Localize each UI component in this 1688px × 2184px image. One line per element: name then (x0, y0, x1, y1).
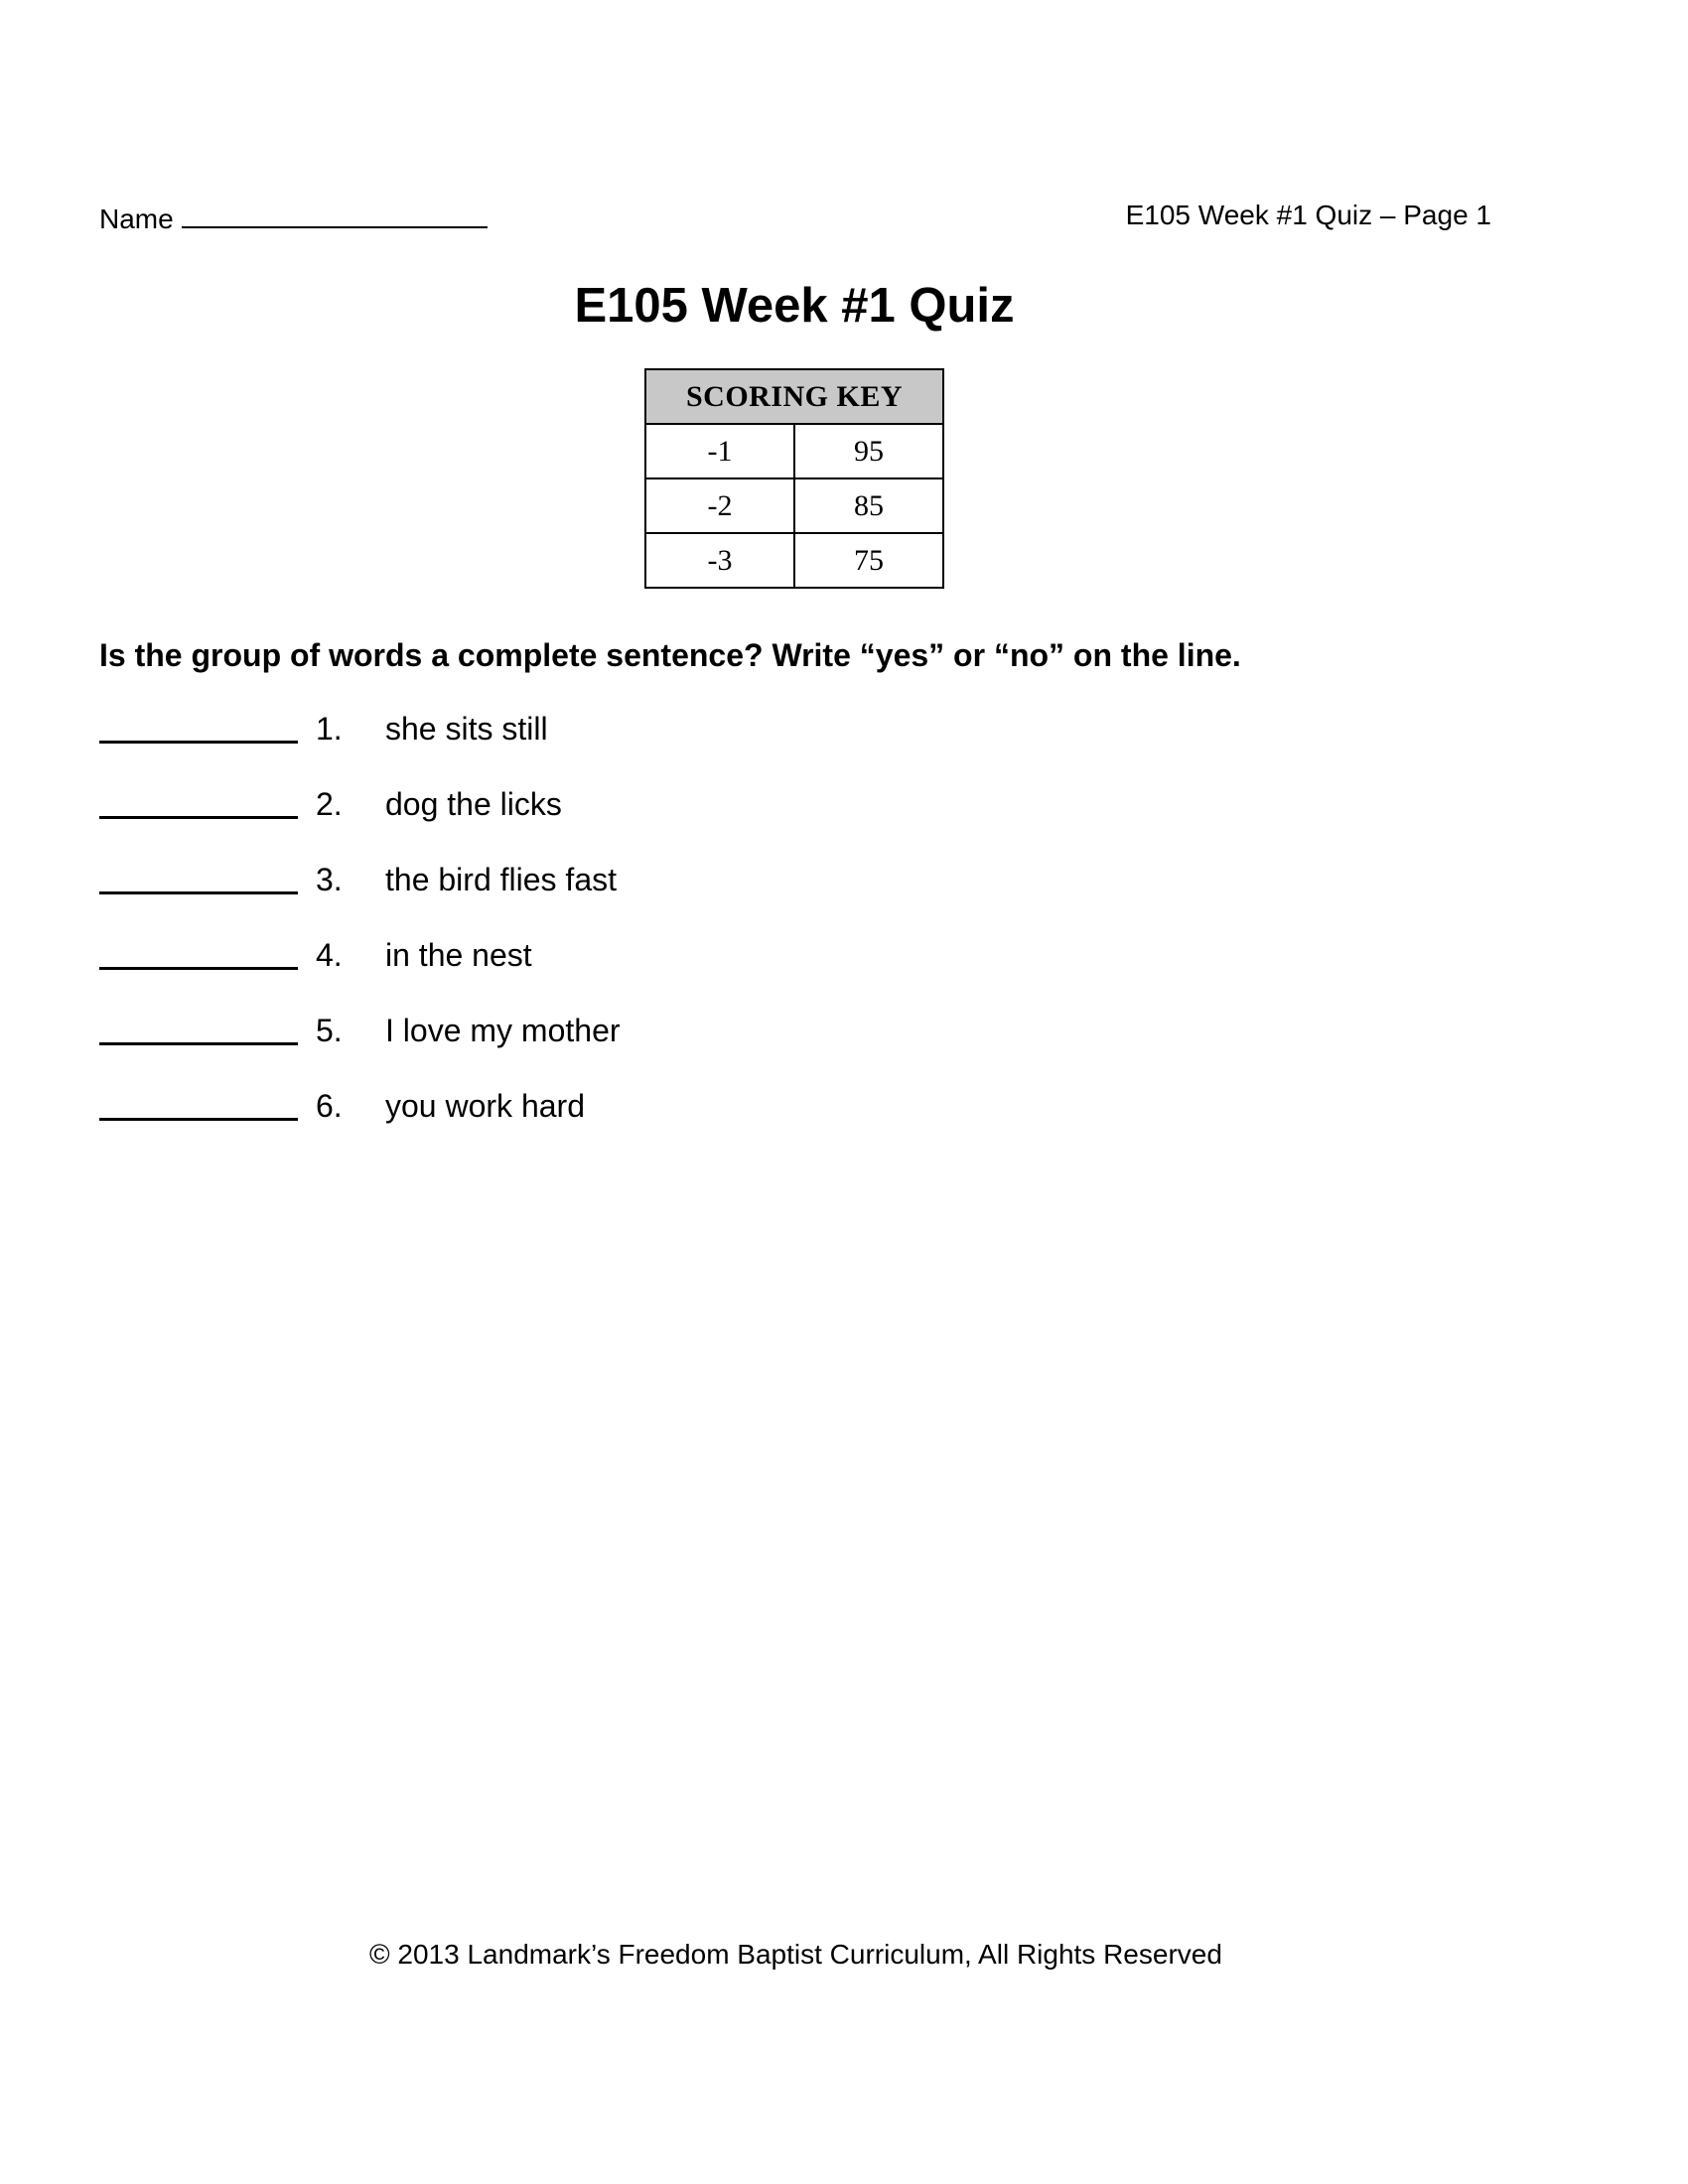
answer-line[interactable] (99, 816, 298, 819)
name-field-row (99, 199, 488, 236)
name-blank-line[interactable] (182, 199, 488, 228)
answer-line[interactable] (99, 967, 298, 970)
scoring-key-row (645, 533, 943, 588)
question-text: the bird flies fast (385, 862, 617, 897)
question-number: 1. (316, 711, 343, 747)
question-text: I love my mother (385, 1013, 621, 1048)
question-number: 3. (316, 862, 343, 897)
answer-line[interactable] (99, 741, 298, 744)
scoring-key-score: 75 (794, 533, 943, 588)
instructions: Is the group of words a complete sentence? Write “yes” or “no” on the line. (99, 637, 1241, 673)
question-number: 5. (316, 1013, 343, 1048)
question-number: 4. (316, 937, 343, 973)
scoring-key-missed: -1 (645, 424, 794, 478)
scoring-key-score: 85 (794, 478, 943, 533)
question-text: you work hard (385, 1088, 585, 1124)
scoring-key-missed: -3 (645, 533, 794, 588)
page-label: E105 Week #1 Quiz – Page 1 (1125, 200, 1491, 230)
answer-line[interactable] (99, 891, 298, 894)
question-number: 6. (316, 1088, 343, 1124)
answer-line[interactable] (99, 1118, 298, 1121)
name-label: Name (99, 204, 174, 234)
scoring-key-table (644, 368, 944, 589)
scoring-key-heading: SCORING KEY (645, 369, 943, 424)
scoring-key-row (645, 424, 943, 478)
answer-line[interactable] (99, 1042, 298, 1045)
question-text: in the nest (385, 937, 532, 973)
question-text: dog the licks (385, 786, 562, 822)
question-text: she sits still (385, 711, 548, 747)
scoring-key-score: 95 (794, 424, 943, 478)
scoring-key-missed: -2 (645, 478, 794, 533)
question-number: 2. (316, 786, 343, 822)
scoring-key-row (645, 478, 943, 533)
copyright-footer: © 2013 Landmark’s Freedom Baptist Curriculum, All Rights Reserved (369, 1939, 1222, 1970)
page-title: E105 Week #1 Quiz (574, 279, 1015, 333)
